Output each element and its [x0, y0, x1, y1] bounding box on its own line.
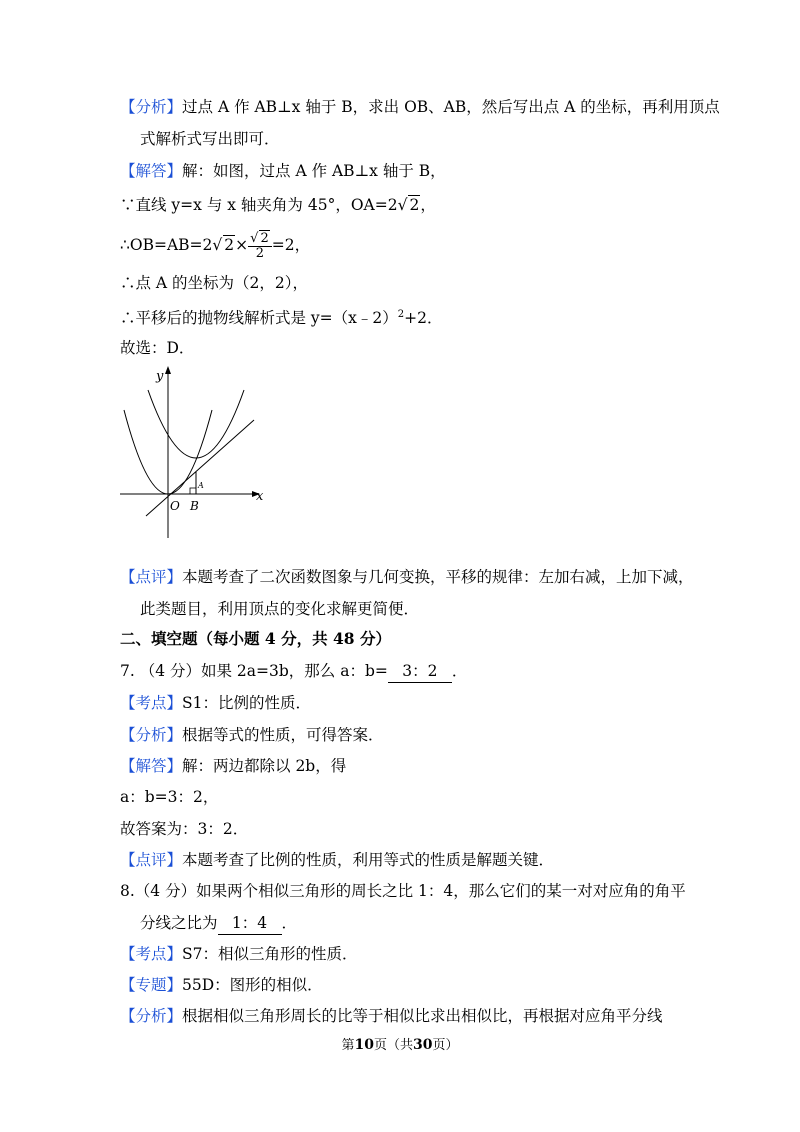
radicand: 2 — [260, 230, 269, 246]
solution-line-4 — [120, 272, 308, 294]
section-heading-text: 二、填空题（每小题 4 分，共 48 分） — [120, 629, 391, 648]
math-text: ∴平移后的抛物线解析式是 y=（x﹣2） — [120, 309, 398, 328]
q8-knowledge — [120, 943, 358, 965]
math-text: a：b=3：2， — [120, 788, 219, 806]
question-8-cont — [140, 912, 297, 935]
section-tag: 【分析】 — [120, 98, 183, 116]
y-axis-arrow — [165, 366, 171, 374]
knowledge-text: S1：比例的性质． — [182, 694, 311, 712]
answer-text: 故选：D． — [120, 339, 195, 357]
question-text: 分线之比为 — [140, 914, 218, 932]
q7-knowledge — [120, 692, 311, 714]
footer-text: 页（共 — [373, 1038, 413, 1053]
translated-parabola — [148, 390, 244, 458]
comment-text-cont: 此类题目，利用顶点的变化求解更简便． — [140, 600, 420, 618]
origin-label: O — [170, 499, 180, 513]
question-text: ． — [451, 662, 468, 680]
exponent: 2 — [397, 309, 405, 320]
parabola-figure — [118, 360, 268, 540]
answer-line — [120, 337, 194, 359]
footer-text: 页） — [432, 1038, 459, 1053]
question-text: ． — [281, 914, 298, 932]
comment-text: 本题考查了二次函数图象与几何变换，平移的规律：左加右减，上加下减， — [182, 568, 694, 586]
analysis-text: 过点 A 作 AB⊥x 轴于 B，求出 OB、AB，然后写出点 A 的坐标，再利用顶点 — [182, 98, 720, 116]
solution-text: 解：两边都除以 2b，得 — [182, 757, 347, 775]
comment-line-2 — [140, 598, 419, 620]
section-tag: 【分析】 — [120, 1007, 183, 1025]
math-text: ∵直线 y=x 与 x 轴夹角为 45°，OA=2 — [120, 196, 398, 214]
point-a-label: A — [198, 481, 204, 490]
q7-solution-2 — [120, 786, 218, 808]
section-heading — [120, 628, 391, 650]
radicand: 2 — [409, 196, 420, 214]
section-tag: 【考点】 — [120, 694, 183, 712]
section-tag: 【分析】 — [120, 726, 183, 744]
question-7 — [120, 660, 467, 683]
math-text: =2， — [271, 236, 311, 254]
math-text: ， — [420, 196, 436, 214]
line-y-equals-x — [146, 420, 254, 516]
analysis-text: 根据等式的性质，可得答案． — [182, 726, 384, 744]
answer-blank: 3：2 — [388, 660, 452, 683]
section-tag: 【点评】 — [120, 851, 183, 869]
q7-solution — [120, 755, 346, 777]
topic-text: 55D：图形的相似． — [182, 976, 323, 994]
times-sign: × — [235, 236, 249, 254]
page-number: 10 — [354, 1037, 374, 1053]
q7-answer — [120, 818, 248, 840]
analysis-line-1 — [120, 96, 720, 118]
right-angle-mark — [190, 488, 196, 494]
solution-line-2 — [120, 194, 436, 216]
solution-text: 解：如图，过点 A 作 AB⊥x 轴于 B， — [182, 162, 446, 180]
knowledge-text: S7：相似三角形的性质． — [182, 945, 358, 963]
q8-topic — [120, 974, 323, 996]
section-tag: 【点评】 — [120, 568, 183, 586]
total-pages: 30 — [413, 1037, 433, 1053]
page-footer — [0, 1034, 800, 1053]
y-axis-label: y — [156, 369, 164, 384]
analysis-line-2 — [140, 128, 280, 150]
answer-text: 故答案为：3：2． — [120, 820, 249, 838]
solution-line-3 — [120, 228, 310, 262]
solution-line-1 — [120, 160, 446, 182]
math-text: ∴OB=AB=2 — [120, 236, 213, 254]
question-text: 8.（4 分）如果两个相似三角形的周长之比 1：4，那么它们的某一对对应角的角平 — [120, 882, 686, 900]
section-tag: 【专题】 — [120, 976, 183, 994]
comment-line-1 — [120, 566, 694, 588]
q7-comment — [120, 849, 554, 871]
answer-blank: 1：4 — [218, 912, 282, 935]
comment-text: 本题考查了比例的性质，利用等式的性质是解题关键． — [182, 851, 555, 869]
analysis-text-cont: 式解析式写出即可． — [140, 130, 280, 148]
section-tag: 【解答】 — [120, 757, 183, 775]
analysis-text: 根据相似三角形周长的比等于相似比求出相似比，再根据对应角平分线 — [182, 1007, 663, 1025]
q7-analysis — [120, 724, 384, 746]
sqrt-expression: √ 2 — [212, 236, 235, 254]
q8-analysis — [120, 1005, 663, 1027]
math-text: +2． — [404, 309, 443, 328]
footer-text: 第 — [341, 1038, 355, 1053]
section-tag: 【考点】 — [120, 945, 183, 963]
sqrt-expression: √ 2 — [397, 196, 420, 214]
fraction — [248, 232, 272, 261]
question-text: 7. （4 分）如果 2a=3b，那么 a：b= — [120, 662, 388, 680]
math-text: ∴点 A 的坐标为（2，2）， — [120, 274, 309, 292]
numerator: √ 2 — [248, 232, 272, 247]
solution-line-5 — [120, 304, 443, 329]
point-b-label: B — [190, 499, 199, 513]
section-tag: 【解答】 — [120, 162, 183, 180]
radicand: 2 — [224, 236, 235, 254]
x-axis-label: x — [256, 489, 264, 504]
denominator: 2 — [255, 245, 265, 261]
question-8 — [120, 880, 686, 902]
